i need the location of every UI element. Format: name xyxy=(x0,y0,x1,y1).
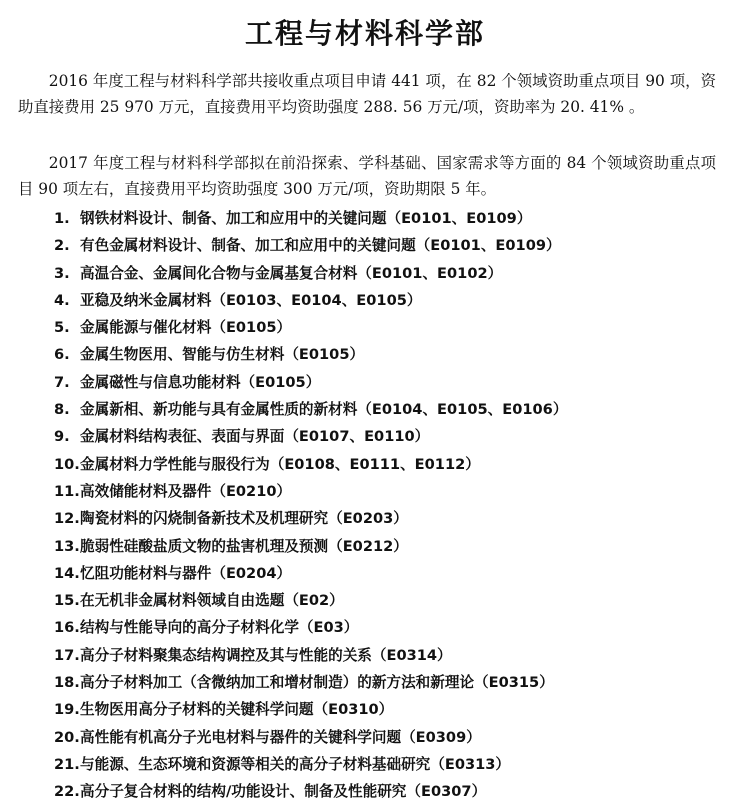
list-item xyxy=(54,642,720,669)
list-item xyxy=(54,724,720,751)
list-item xyxy=(54,396,720,423)
item-text: 亚稳及纳米金属材料（E0103、E0104、E0105） xyxy=(80,291,422,309)
list-item xyxy=(54,369,720,396)
item-number: 3. xyxy=(54,264,70,282)
item-number: 12. xyxy=(54,510,80,528)
item-text: 金属材料力学性能与服役行为（E0108、E0111、E0112） xyxy=(80,455,480,473)
list-item xyxy=(54,696,720,723)
item-text: 金属磁性与信息功能材料（E0105） xyxy=(80,373,321,391)
item-number: 1. xyxy=(54,210,70,227)
item-text: 高分子材料聚集态结构调控及其与性能的关系（E0314） xyxy=(80,646,452,664)
item-number: 6. xyxy=(54,346,70,364)
list-item xyxy=(54,287,720,314)
item-text: 结构与性能导向的高分子材料化学（E03） xyxy=(80,619,359,637)
list-item xyxy=(54,205,720,232)
item-number: 2. xyxy=(54,237,70,255)
item-text: 陶瓷材料的闪烧制备新技术及机理研究（E0203） xyxy=(80,510,408,528)
item-number: 4. xyxy=(54,291,70,309)
item-text: 高分子复合材料的结构/功能设计、制备及性能研究（E0307） xyxy=(80,783,487,801)
list-item xyxy=(54,314,720,341)
list-item xyxy=(54,614,720,641)
item-text: 高分子材料加工（含微纳加工和增材制造）的新方法和新理论（E0315） xyxy=(80,674,554,692)
list-item xyxy=(54,423,720,450)
item-number: 13. xyxy=(54,537,80,555)
item-number: 20. xyxy=(54,728,80,746)
item-number: 17. xyxy=(54,646,80,664)
list-item xyxy=(54,478,720,505)
item-text: 金属生物医用、智能与仿生材料（E0105） xyxy=(80,346,365,364)
list-item xyxy=(54,451,720,478)
item-text: 与能源、生态环境和资源等相关的高分子材料基础研究（E0313） xyxy=(80,755,511,773)
item-number: 14. xyxy=(54,564,80,582)
project-list xyxy=(54,205,720,806)
item-text: 钢铁材料设计、制备、加工和应用中的关键问题（E0101、E0109） xyxy=(80,210,532,227)
item-number: 7. xyxy=(54,373,70,391)
item-text: 金属新相、新功能与具有金属性质的新材料（E0104、E0105、E0106） xyxy=(80,401,568,419)
item-text: 生物医用高分子材料的关键科学问题（E0310） xyxy=(80,701,394,719)
list-item xyxy=(54,751,720,778)
item-number: 16. xyxy=(54,619,80,637)
item-number: 15. xyxy=(54,592,80,610)
list-item xyxy=(54,560,720,587)
item-number: 21. xyxy=(54,755,80,773)
item-text: 金属能源与催化材料（E0105） xyxy=(80,319,292,337)
item-number: 22. xyxy=(54,783,80,801)
item-number: 9. xyxy=(54,428,70,446)
item-text: 高温合金、金属间化合物与金属基复合材料（E0101、E0102） xyxy=(80,264,503,282)
page-title: 工程与材料科学部 xyxy=(244,17,485,50)
list-item xyxy=(54,778,720,805)
item-number: 5. xyxy=(54,319,70,337)
item-number: 8. xyxy=(54,401,70,419)
list-item xyxy=(54,587,720,614)
item-number: 11. xyxy=(54,482,80,500)
list-item xyxy=(54,505,720,532)
list-item xyxy=(54,669,720,696)
item-text: 高性能有机高分子光电材料与器件的关键科学问题（E0309） xyxy=(80,728,481,746)
item-text: 在无机非金属材料领域自由选题（E02） xyxy=(80,592,344,610)
item-number: 19. xyxy=(54,701,80,719)
item-number: 10. xyxy=(54,455,80,473)
intro-paragraph-2016: 2016 年度工程与材料科学部共接收重点项目申请 441 项，在 82 个领域资助重点项目 90 项，资助直接费用 25 970 万元，直接费用平均资助强度 288. 56 万元/项，资助率为 20. 41% 。 xyxy=(18,72,716,116)
item-text: 忆阻功能材料与器件（E0204） xyxy=(80,564,292,582)
item-text: 有色金属材料设计、制备、加工和应用中的关键问题（E0101、E0109） xyxy=(80,237,561,255)
list-item xyxy=(54,341,720,368)
item-text: 高效储能材料及器件（E0210） xyxy=(80,482,292,500)
list-item xyxy=(54,533,720,560)
item-text: 脆弱性硅酸盐质文物的盐害机理及预测（E0212） xyxy=(80,537,408,555)
item-number: 18. xyxy=(54,674,80,692)
intro-paragraph-2017: 2017 年度工程与材料科学部拟在前沿探索、学科基础、国家需求等方面的 84 个领域资助重点项目 90 项左右，直接费用平均资助强度 300 万元/项，资助期限 5 年。 xyxy=(18,154,716,198)
list-item xyxy=(54,260,720,287)
item-text: 金属材料结构表征、表面与界面（E0107、E0110） xyxy=(80,428,430,446)
list-item xyxy=(54,232,720,259)
